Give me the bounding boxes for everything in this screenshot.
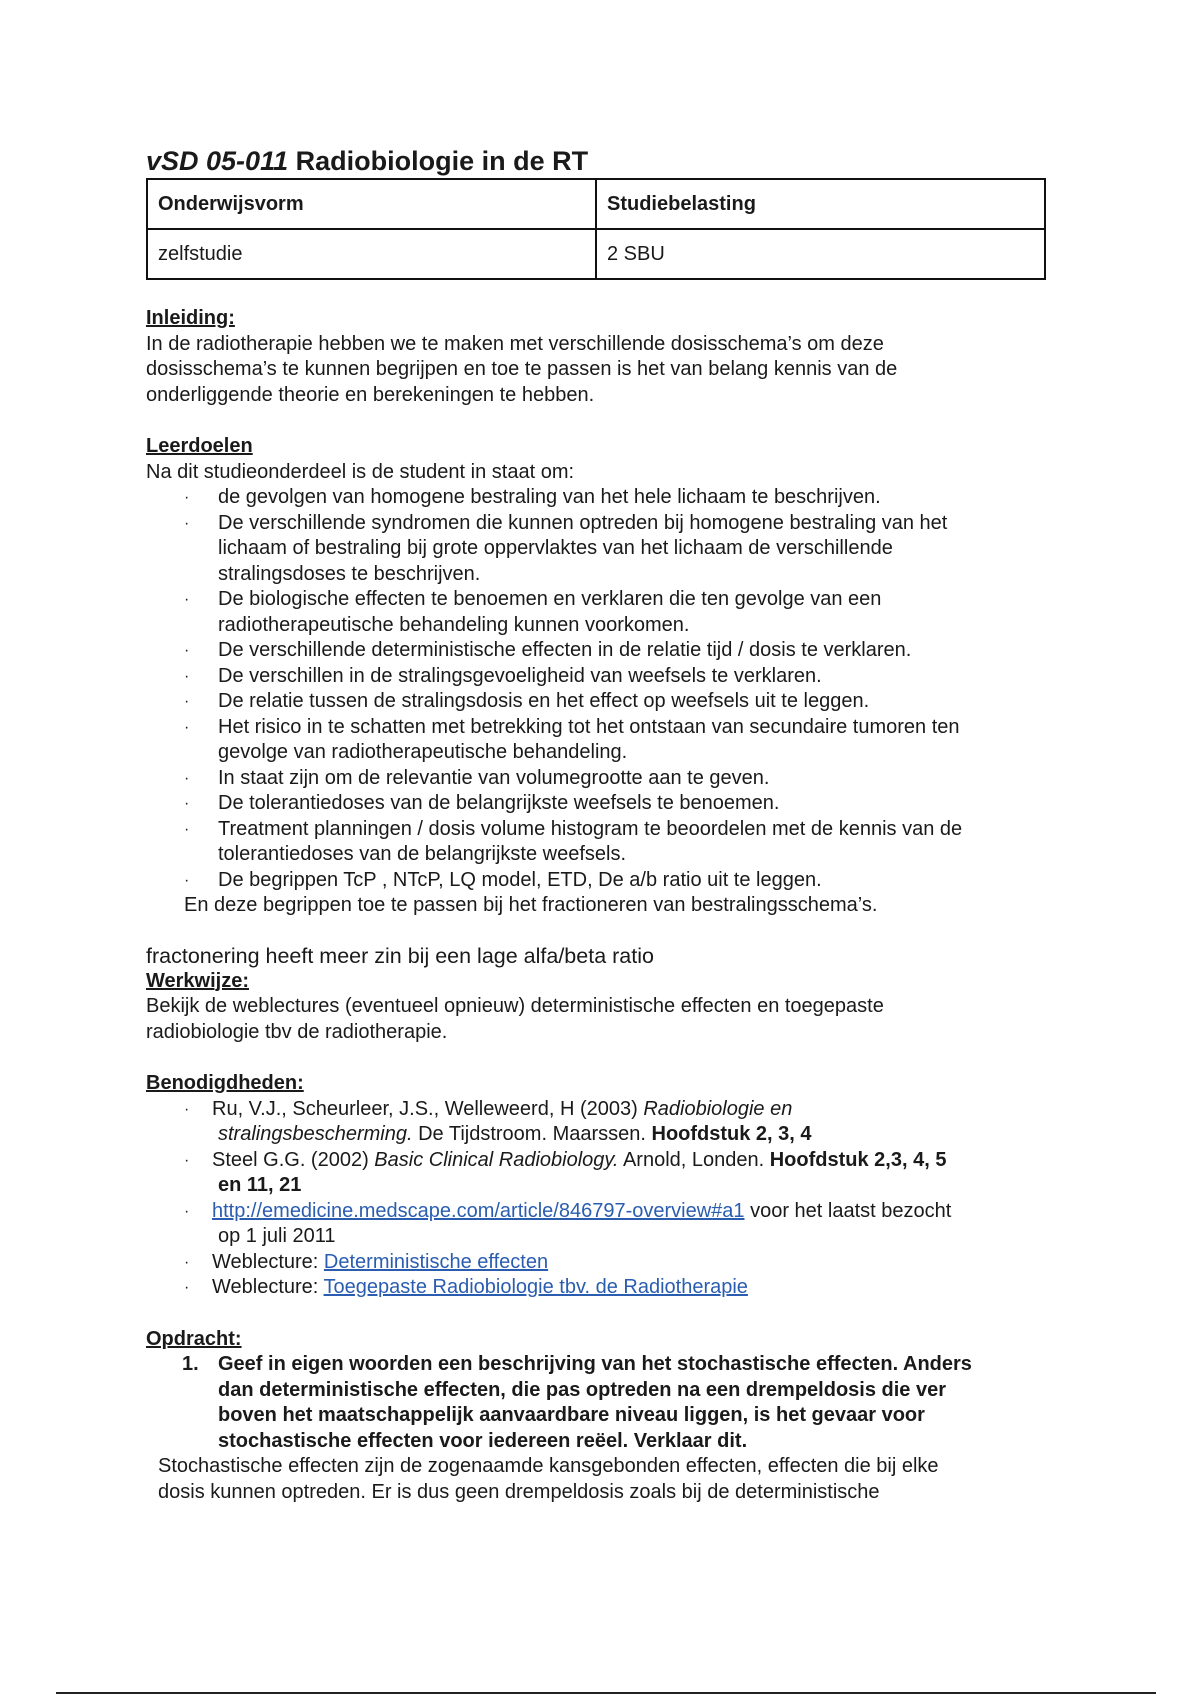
bullet-icon: · — [184, 1202, 190, 1220]
list-item-line: stralingsdoses te beschrijven. — [218, 562, 481, 585]
task-number: 1. — [182, 1353, 199, 1375]
list-item — [146, 766, 1056, 792]
ref-title: Radiobiologie en — [643, 1097, 793, 1120]
bullet-icon: · — [184, 591, 190, 608]
list-item-line: De begrippen TcP , NTcP, LQ model, ETD, De a/b ratio uit te leggen. — [218, 868, 822, 891]
list-item — [146, 1199, 1056, 1250]
heading-werkwijze: Werkwijze: — [146, 969, 249, 992]
list-item — [146, 1352, 1056, 1454]
answer-text — [146, 1454, 1056, 1505]
ref-text: Weblecture: — [212, 1250, 324, 1273]
task-list — [146, 1352, 1056, 1454]
weblecture-deterministic-link[interactable]: Deterministische effecten — [323, 1250, 549, 1273]
list-item-line: De verschillende syndromen die kunnen optreden bij homogene bestraling van het — [218, 511, 948, 534]
inleiding-line: dosisschema’s te kunnen begrijpen en toe te passen is het van belang kennis van de — [146, 358, 898, 380]
section-werkwijze — [146, 969, 1056, 1046]
section-benodigdheden — [146, 1071, 1056, 1301]
info-table — [146, 178, 1046, 280]
ref-text: Weblecture: — [212, 1276, 324, 1298]
reference-list — [146, 1097, 1056, 1301]
list-item — [146, 638, 1056, 664]
leerdoelen-list — [146, 485, 1056, 893]
list-item-line: De relatie tussen de stralingsdosis en het effect op weefsels uit te leggen. — [218, 690, 870, 712]
list-item — [146, 1275, 1056, 1301]
ref-text: De Tijdstroom. Maarssen. — [412, 1123, 652, 1145]
document-page — [146, 146, 1056, 1505]
value-studiebelasting: 2 SBU — [596, 229, 1045, 279]
bullet-icon: · — [184, 489, 190, 506]
ref-text: Arnold, Londen. — [618, 1148, 770, 1171]
bullet-icon: · — [184, 514, 190, 532]
inleiding-line: onderliggende theorie en berekeningen te hebben. — [146, 383, 595, 406]
inleiding-line: In de radiotherapie hebben we te maken met verschillende dosisschema’s om deze — [146, 332, 884, 355]
table-row — [147, 229, 1045, 279]
bullet-icon: · — [184, 718, 190, 736]
list-item — [146, 1148, 1056, 1199]
list-item — [146, 791, 1056, 817]
weblecture-radiobiology-link[interactable]: Toegepaste Radiobiologie tbv. de Radiotherapie — [323, 1276, 748, 1298]
bullet-icon: · — [184, 1279, 190, 1296]
leerdoelen-closing: En deze begrippen toe te passen bij het fractioneren van bestralingsschema’s. — [184, 894, 878, 916]
heading-leerdoelen: Leerdoelen — [146, 435, 253, 457]
leerdoelen-intro: Na dit studieonderdeel is de student in staat om: — [146, 460, 575, 483]
bullet-icon: · — [184, 871, 190, 889]
ref-text: op 1 juli 2011 — [218, 1225, 336, 1247]
list-item-line: radiotherapeutische behandeling kunnen voorkomen. — [218, 613, 690, 636]
answer-line: Stochastische effecten zijn de zogenaamde kansgebonden effecten, effecten die bij elke — [158, 1455, 939, 1477]
list-item — [146, 1250, 1056, 1276]
list-item-line: In staat zijn om de relevantie van volumegrootte aan te geven. — [218, 766, 770, 789]
header-onderwijsvorm: Onderwijsvorm — [147, 179, 596, 229]
list-item — [146, 587, 1056, 638]
task-line: dan deterministische effecten, die pas optreden na een drempeldosis die ver — [218, 1378, 946, 1401]
ref-chapters: Hoofdstuk 2,3, 4, 5 — [769, 1148, 947, 1171]
list-item — [146, 664, 1056, 690]
list-item — [146, 1097, 1056, 1148]
list-item — [146, 868, 1056, 894]
list-item — [146, 485, 1056, 511]
ref-text: voor het laatst bezocht — [744, 1199, 952, 1222]
list-item-line: lichaam of bestraling bij grote oppervlaktes van het lichaam de verschillende — [218, 537, 893, 559]
ref-title: Basic Clinical Radiobiology. — [374, 1148, 619, 1171]
value-onderwijsvorm: zelfstudie — [147, 229, 596, 279]
ref-text: Ru, V.J., Scheurleer, J.S., Welleweerd, H (2003) — [212, 1097, 644, 1120]
ref-title: stralingsbescherming. — [218, 1123, 413, 1145]
bullet-icon: · — [184, 667, 190, 685]
medscape-link[interactable]: http://emedicine.medscape.com/article/846797-overview#a1 — [212, 1199, 745, 1222]
list-item-line: tolerantiedoses van de belangrijkste weefsels. — [218, 843, 627, 865]
bullet-icon: · — [184, 693, 190, 710]
heading-inleiding: Inleiding: — [146, 307, 235, 329]
list-item — [146, 715, 1056, 766]
list-item-line: Het risico in te schatten met betrekking tot het ontstaan van secundaire tumoren ten — [218, 715, 960, 738]
bullet-icon: · — [184, 769, 190, 787]
bullet-icon: · — [184, 1253, 190, 1271]
list-item-line: De verschillende deterministische effecten in de relatie tijd / dosis te verklaren. — [218, 639, 912, 661]
ref-chapters: Hoofdstuk 2, 3, 4 — [651, 1123, 812, 1145]
header-studiebelasting: Studiebelasting — [596, 179, 1045, 229]
list-item-line: De biologische effecten te benoemen en verklaren die ten gevolge van een — [218, 588, 882, 610]
list-item — [146, 511, 1056, 588]
bullet-icon: · — [184, 820, 190, 838]
task-line: Geef in eigen woorden een beschrijving van het stochastische effecten. Anders — [218, 1353, 972, 1375]
werkwijze-line: radiobiologie tbv de radiotherapie. — [146, 1020, 448, 1043]
heading-benodigdheden: Benodigdheden: — [146, 1072, 304, 1094]
page-title — [146, 146, 1056, 176]
list-item — [146, 817, 1056, 868]
course-code: vSD 05-011 — [146, 146, 289, 176]
list-item-line: gevolge van radiotherapeutische behandeling. — [218, 741, 628, 763]
section-opdracht — [146, 1327, 1056, 1506]
ref-text: Steel G.G. (2002) — [212, 1148, 375, 1171]
heading-opdracht: Opdracht: — [146, 1327, 242, 1350]
list-item-line: De verschillen in de stralingsgevoeligheid van weefsels te verklaren. — [218, 664, 822, 687]
list-item-line: De tolerantiedoses van de belangrijkste weefsels te benoemen. — [218, 792, 780, 814]
section-inleiding — [146, 306, 1056, 408]
ref-chapters: en 11, 21 — [218, 1174, 302, 1196]
page-divider — [56, 1692, 1156, 1694]
answer-line: dosis kunnen optreden. Er is dus geen drempeldosis zoals bij de deterministische — [158, 1480, 880, 1503]
werkwijze-line: Bekijk de weblectures (eventueel opnieuw) deterministische effecten en toegepaste — [146, 995, 884, 1017]
handwritten-note: fractonering heeft meer zin bij een lage alfa/beta ratio — [146, 943, 654, 968]
task-line: boven het maatschappelijk aanvaardbare niveau liggen, is het gevaar voor — [218, 1404, 925, 1426]
list-item-line: de gevolgen van homogene bestraling van het hele lichaam te beschrijven. — [218, 486, 881, 508]
bullet-icon: · — [184, 795, 190, 812]
bullet-icon: · — [184, 1100, 190, 1118]
bullet-icon: · — [184, 1151, 190, 1169]
course-title: Radiobiologie in de RT — [288, 146, 589, 176]
table-header-row — [147, 179, 1045, 229]
bullet-icon: · — [184, 642, 190, 659]
list-item-line: Treatment planningen / dosis volume histogram te beoordelen met de kennis van de — [218, 817, 963, 840]
list-item — [146, 689, 1056, 715]
section-leerdoelen — [146, 434, 1056, 919]
task-line: stochastische effecten voor iedereen reëel. Verklaar dit. — [218, 1429, 748, 1452]
